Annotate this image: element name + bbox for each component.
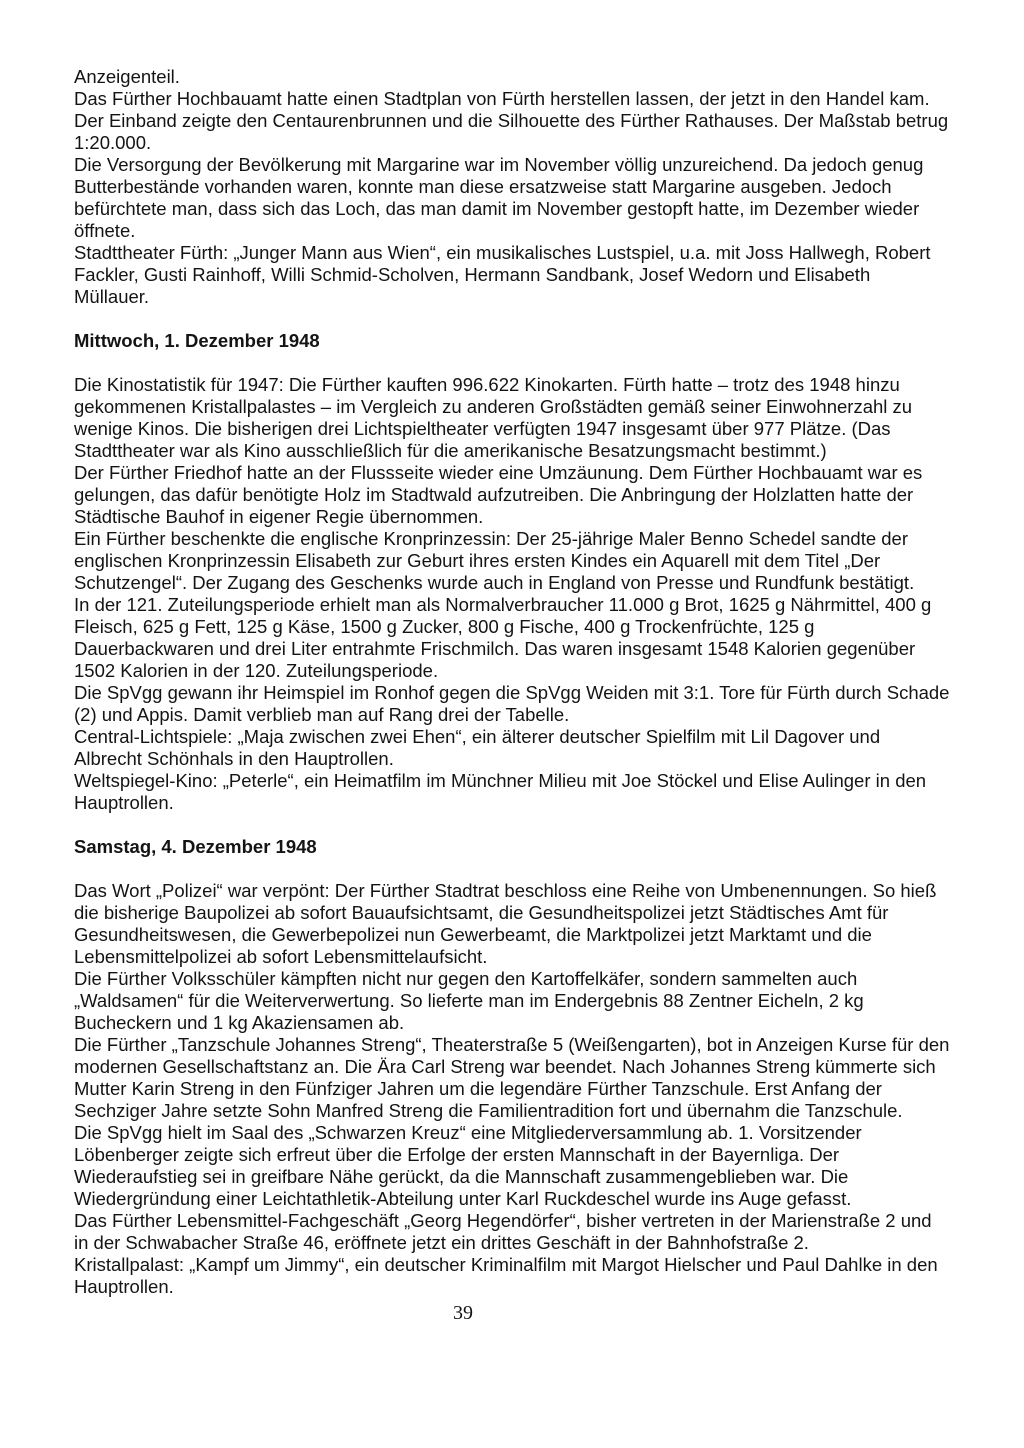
- chronicle-entry: Die Versorgung der Bevölkerung mit Margarine war im November völlig unzureichend. Da jedoch genug Butterbestände vorhanden waren, konnte man diese ersatzweise statt Margarine ausgeben. Jedoch befürchtete man, dass sich das Loch, das man damit im November gestopft hatte, im Dezember wieder öffnete.: [74, 154, 924, 241]
- chronicle-entry: Kristallpalast: „Kampf um Jimmy“, ein deutscher Kriminalfilm mit Margot Hielscher und Paul Dahlke in den Hauptrollen.: [74, 1254, 938, 1297]
- chronicle-entry: Das Fürther Hochbauamt hatte einen Stadtplan von Fürth herstellen lassen, der jetzt in den Handel kam. Der Einband zeigte den Centaurenbrunnen und die Silhouette des Fürther Rathauses. Der Maßstab betrug 1:20.000.: [74, 88, 949, 153]
- date-heading: Mittwoch, 1. Dezember 1948: [74, 330, 320, 351]
- chronicle-entry: Die SpVgg gewann ihr Heimspiel im Ronhof gegen die SpVgg Weiden mit 3:1. Tore für Fürth durch Schade (2) und Appis. Damit verblieb man auf Rang drei der Tabelle.: [74, 682, 950, 725]
- chronicle-entry: Stadttheater Fürth: „Junger Mann aus Wien“, ein musikalisches Lustspiel, u.a. mit Joss Hallwegh, Robert Fackler, Gusti Rainhoff, Willi Schmid-Scholven, Hermann Sandbank, Josef Wedorn und Elisabeth Müllauer.: [74, 242, 931, 307]
- chronicle-entry: Die Fürther Volksschüler kämpften nicht nur gegen den Kartoffelkäfer, sondern sammelten auch „Waldsamen“ für die Weiterverwertung. So lieferte man im Endergebnis 88 Zentner Eicheln, 2 kg Bucheckern und 1 kg Akaziensamen ab.: [74, 968, 864, 1033]
- chronicle-entry: Das Fürther Lebensmittel-Fachgeschäft „Georg Hegendörfer“, bisher vertreten in der Marienstraße 2 und in der Schwabacher Straße 46, eröffnete jetzt ein drittes Geschäft in der Bahnhofstraße 2.: [74, 1210, 932, 1253]
- page-number: 39: [453, 1302, 473, 1324]
- chronicle-entry: Ein Fürther beschenkte die englische Kronprinzessin: Der 25-jährige Maler Benno Schedel sandte der englischen Kronprinzessin Elisabeth zur Geburt ihres ersten Kindes ein Aquarell mit dem Titel „Der Schutzengel“. Der Zugang des Geschenks wurde auch in England von Presse und Rundfunk bestätigt.: [74, 528, 915, 593]
- chronicle-entry: Die Fürther „Tanzschule Johannes Streng“, Theaterstraße 5 (Weißengarten), bot in Anzeigen Kurse für den modernen Gesellschaftstanz an. Die Ära Carl Streng war beendet. Nach Johannes Streng kümmerte sich Mutter Karin Streng in den Fünfziger Jahren um die legendäre Fürther Tanzschule. Erst Anfang der Sechziger Jahre setzte Sohn Manfred Streng die Familientradition fort und übernahm die Tanzschule.: [74, 1034, 950, 1121]
- page-footer: [74, 1301, 950, 1325]
- chronicle-entry: Die SpVgg hielt im Saal des „Schwarzen Kreuz“ eine Mitgliederversammlung ab. 1. Vorsitzender Löbenberger zeigte sich erfreut über die Erfolge der ersten Mannschaft in der Bayernliga. Der Wiederaufstieg sei in greifbare Nähe gerückt, da die Mannschaft zusammengeblieben war. Die Wiedergründung einer Leichtathletik-Abteilung unter Karl Ruckdeschel wurde ins Auge gefasst.: [74, 1122, 862, 1209]
- chronicle-entry: Weltspiegel-Kino: „Peterle“, ein Heimatfilm im Münchner Milieu mit Joe Stöckel und Elise Aulinger in den Hauptrollen.: [74, 770, 927, 813]
- chronicle-entry: Anzeigenteil.: [74, 66, 180, 87]
- chronicle-entry: In der 121. Zuteilungsperiode erhielt man als Normalverbraucher 11.000 g Brot, 1625 g Nährmittel, 400 g Fleisch, 625 g Fett, 125 g Käse, 1500 g Zucker, 800 g Fische, 400 g Trockenfrüchte, 125 g Dauerbackwaren und drei Liter entrahmte Frischmilch. Das waren insgesamt 1548 Kalorien gegenüber 1502 Kalorien in der 120. Zuteilungsperiode.: [74, 594, 932, 681]
- chronicle-entry: Die Kinostatistik für 1947: Die Fürther kauften 996.622 Kinokarten. Fürth hatte – trotz des 1948 hinzu gekommenen Kristallpalastes – im Vergleich zu anderen Großstädten gemäß seiner Einwohnerzahl zu wenige Kinos. Die bisherigen drei Lichtspieltheater verfügten 1947 insgesamt über 977 Plätze. (Das Stadttheater war als Kino ausschließlich für die amerikanische Besatzungsmacht bestimmt.): [74, 374, 913, 461]
- chronicle-entry: Central-Lichtspiele: „Maja zwischen zwei Ehen“, ein älterer deutscher Spielfilm mit Lil Dagover und Albrecht Schönhals in den Hauptrollen.: [74, 726, 881, 769]
- date-heading: Samstag, 4. Dezember 1948: [74, 836, 317, 857]
- chronicle-entry: Der Fürther Friedhof hatte an der Flussseite wieder eine Umzäunung. Dem Fürther Hochbauamt war es gelungen, das dafür benötigte Holz im Stadtwald aufzutreiben. Die Anbringung der Holzlatten hatte der Städtische Bauhof in eigener Regie übernommen.: [74, 462, 923, 527]
- chronicle-entry: Das Wort „Polizei“ war verpönt: Der Fürther Stadtrat beschloss eine Reihe von Umbenennungen. So hieß die bisherige Baupolizei ab sofort Bauaufsichtsamt, die Gesundheitspolizei jetzt Städtisches Amt für Gesundheitswesen, die Gewerbepolizei nun Gewerbeamt, die Marktpolizei jetzt Marktamt und die Lebensmittelpolizei ab sofort Lebensmittelaufsicht.: [74, 880, 937, 967]
